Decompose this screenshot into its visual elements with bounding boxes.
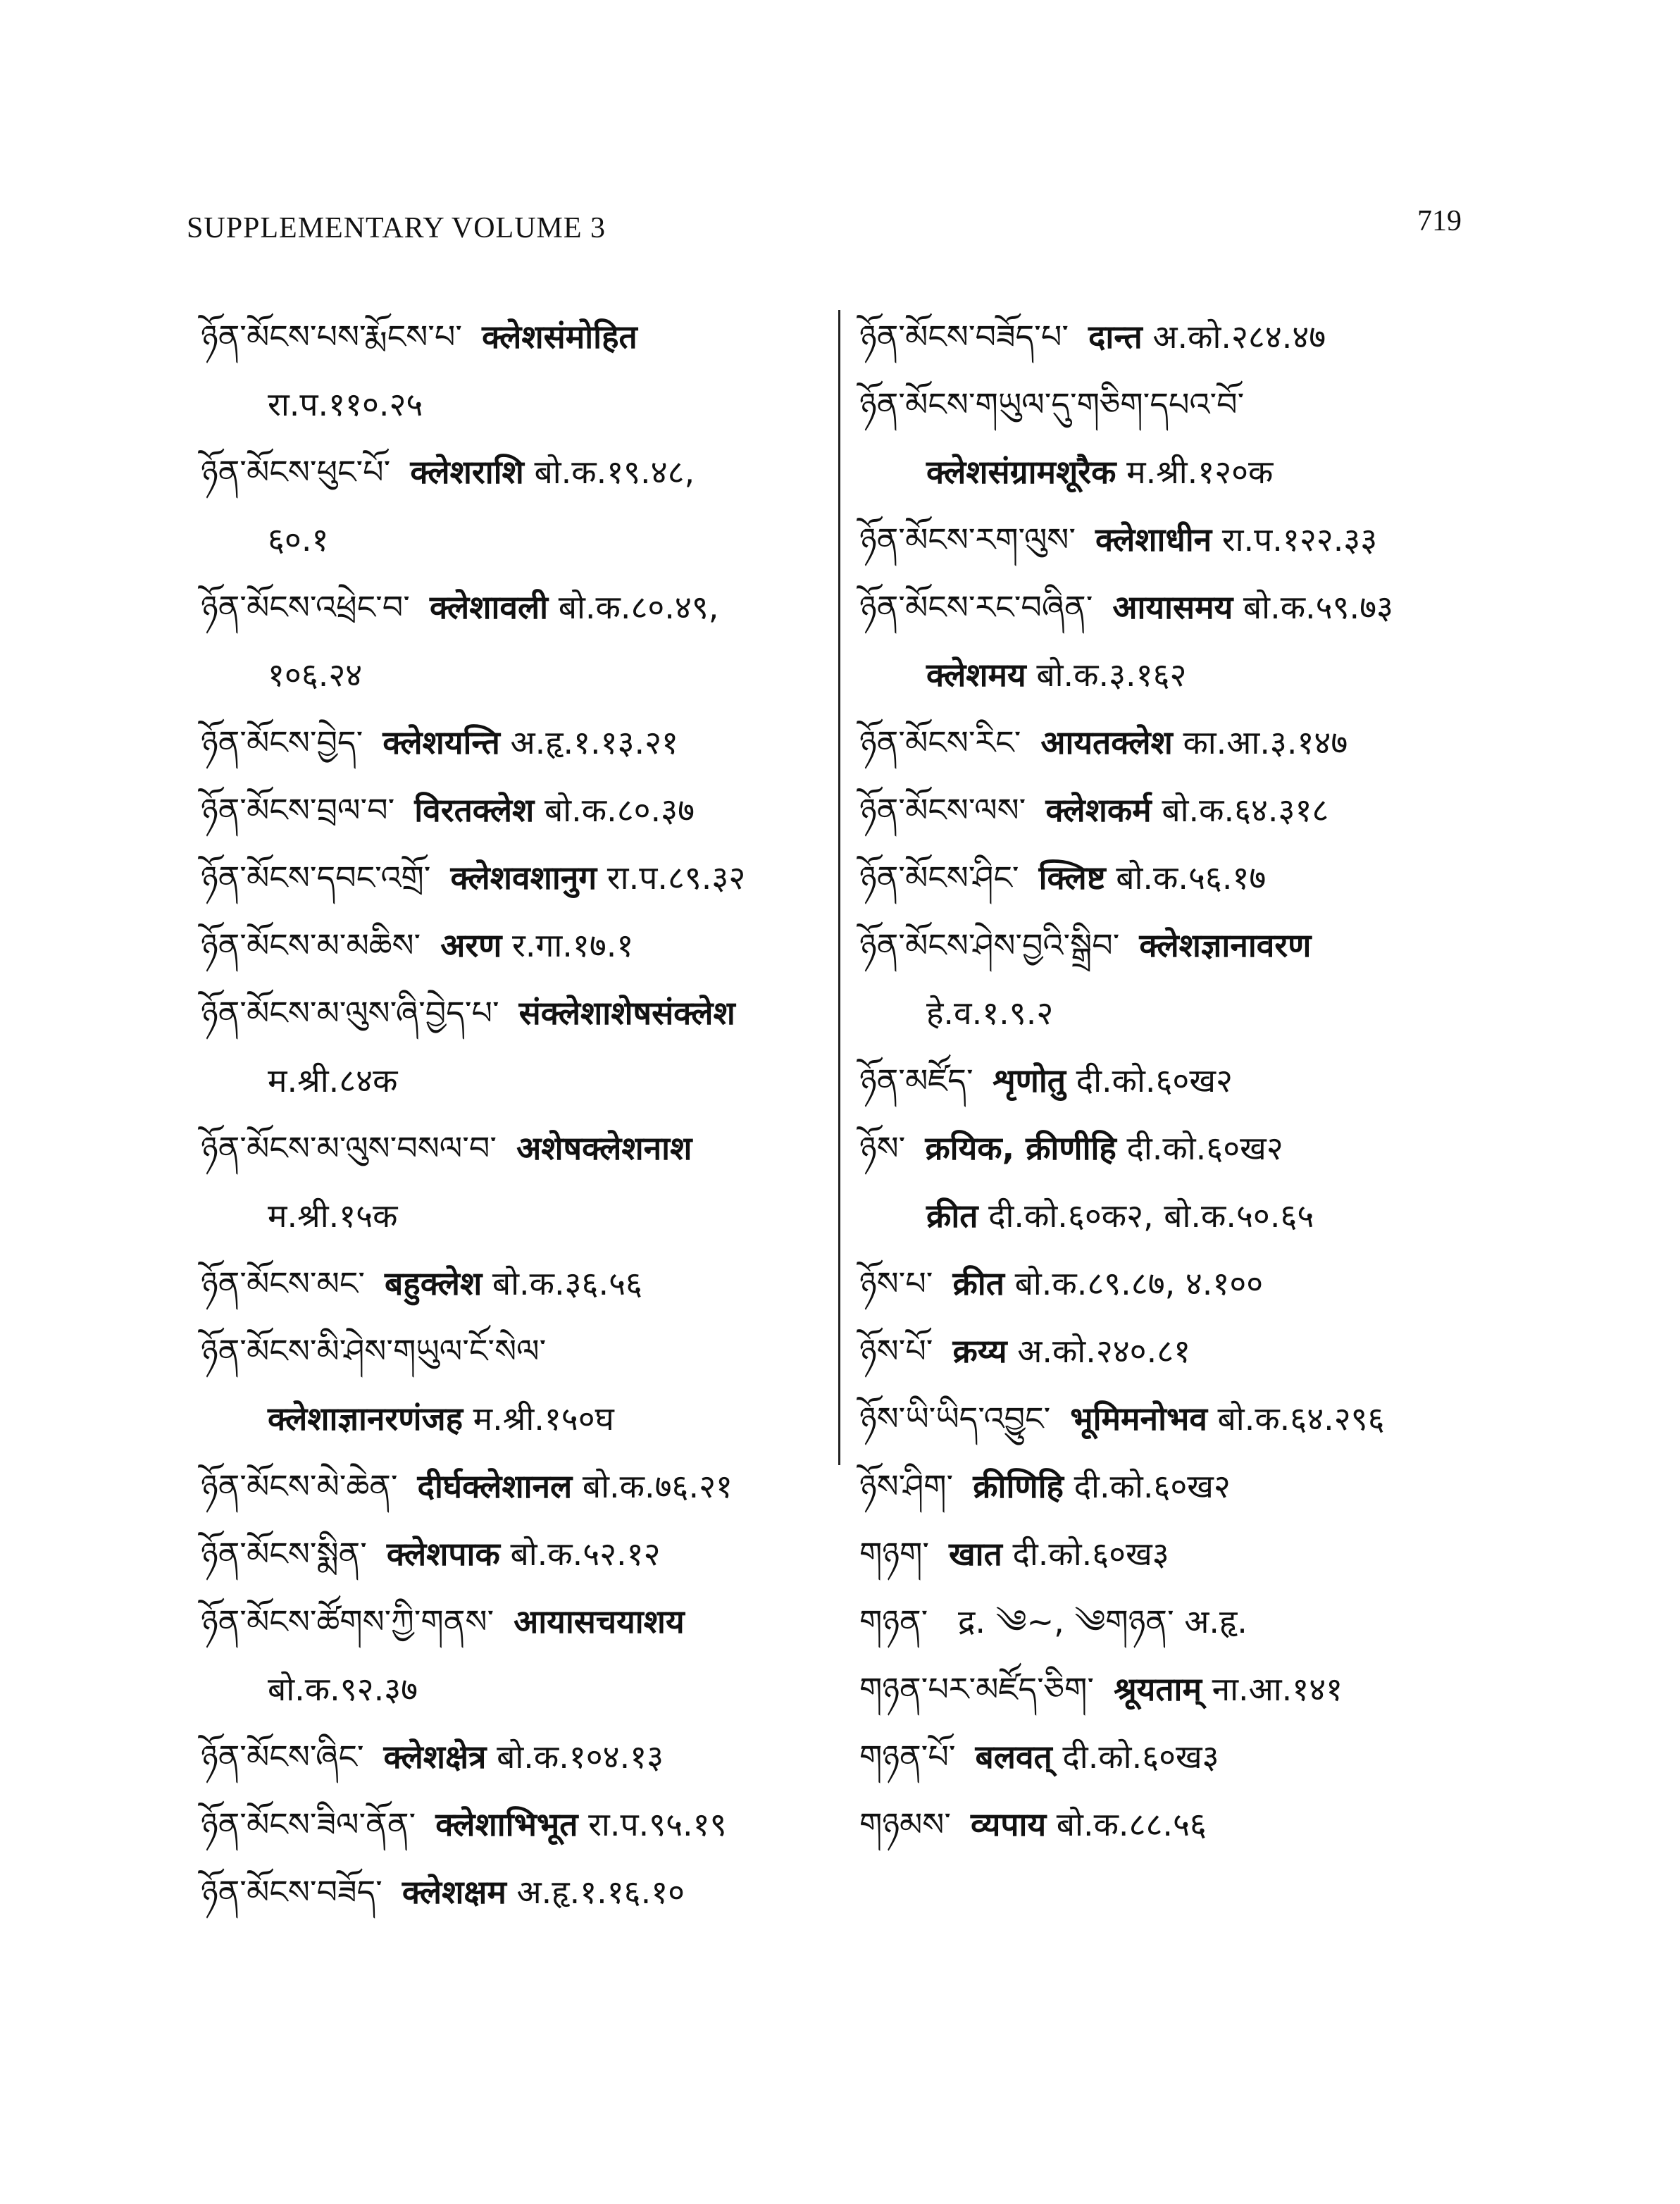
- source-reference: अ.को.२४०.८१: [1017, 1332, 1191, 1370]
- dictionary-entry: [859, 573, 1493, 709]
- dictionary-entry: [859, 303, 1493, 371]
- tibetan-headword: ཉོས་ཤིག་: [859, 1467, 954, 1505]
- dictionary-entry: [859, 911, 1493, 1047]
- tibetan-headword: ཉོན་མོངས་ཤེས་བྱའི་སྒྲིབ་: [859, 926, 1120, 964]
- dictionary-entry: [859, 1317, 1493, 1385]
- sanskrit-equivalent: अशेषक्लेशनाश: [516, 1129, 692, 1167]
- source-reference: दी.को.६०ख३: [1062, 1738, 1219, 1776]
- sanskrit-equivalent: क्लेशसंमोहित: [482, 318, 637, 356]
- sanskrit-equivalent: क्लेशकर्म: [1045, 791, 1152, 829]
- tibetan-headword: ཉོས་: [859, 1129, 906, 1167]
- dictionary-entry: [859, 844, 1493, 911]
- dictionary-entry: [201, 438, 821, 573]
- tibetan-headword: གཉན་པར་མཛོད་ཅིག་: [859, 1670, 1095, 1708]
- dictionary-entry: [859, 1385, 1493, 1452]
- dictionary-entry: [859, 1047, 1493, 1114]
- source-reference: दी.को.६०ख३: [1012, 1535, 1169, 1573]
- source-reference: बो.क.८०.४९,: [558, 588, 719, 626]
- tibetan-headword: ཉོན་མོངས་རང་བཞིན་: [859, 588, 1093, 626]
- sanskrit-equivalent: क्लेशज्ञानावरण: [1139, 926, 1312, 964]
- entry-continuation: [201, 641, 821, 709]
- source-reference: म.श्री.१५०घ: [473, 1400, 614, 1438]
- sanskrit-equivalent: संक्लेशाशेषसंक्लेश: [518, 994, 735, 1032]
- tibetan-headword: ཉོན་མོངས་ཕུང་པོ་: [201, 453, 391, 491]
- sanskrit-equivalent: क्लेशावली: [429, 588, 549, 626]
- tibetan-headword: ཉོན་མོངས་བཟོད་: [201, 1873, 382, 1911]
- tibetan-headword: ཉོན་མོངས་ཤིང་: [859, 859, 1019, 897]
- tibetan-headword: ཉོན་མོངས་དབང་འགྲོ་: [201, 859, 431, 897]
- tibetan-headword: ཉོས་པོ་: [859, 1332, 933, 1370]
- dictionary-entry: [201, 1452, 821, 1520]
- tibetan-headword: ཉོས་པ་: [859, 1264, 933, 1302]
- sanskrit-equivalent: बलवत्: [975, 1738, 1052, 1776]
- sanskrit-equivalent: क्लेशाभिभूत: [435, 1805, 578, 1843]
- source-reference: का.आ.३.१४७: [1183, 723, 1348, 761]
- dictionary-entry: [201, 1520, 821, 1588]
- tibetan-headword: ཉོན་མོངས་མ་ལུས་ཞི་བྱེད་པ་: [201, 994, 499, 1032]
- tibetan-headword: གཉག་: [859, 1535, 930, 1573]
- source-reference: १०६.२४: [268, 656, 363, 694]
- dictionary-entry: [859, 371, 1493, 506]
- tibetan-headword: ཉོན་མོངས་འཕྲེང་བ་: [201, 588, 410, 626]
- sanskrit-equivalent: क्लेशराशि: [410, 453, 524, 491]
- tibetan-headword: ཉོན་མོངས་ཟིལ་ནོན་: [201, 1805, 416, 1843]
- dictionary-entry: [201, 1588, 821, 1723]
- dictionary-entry: [201, 776, 821, 844]
- sanskrit-equivalent: क्लेशसंग्रामशूरैक: [926, 453, 1116, 491]
- tibetan-headword: ཉོན་མོངས་རག་ལུས་: [859, 521, 1076, 559]
- sanskrit-equivalent: क्लेशक्षेत्र: [383, 1738, 487, 1776]
- dictionary-entry: [859, 1250, 1493, 1317]
- sanskrit-equivalent: व्यपाय: [971, 1805, 1047, 1843]
- source-reference: हे.व.१.९.२: [926, 994, 1054, 1032]
- page-number: 719: [1417, 205, 1462, 237]
- source-reference: द्र. ༄~, ༄གཉན་ अ.हृ.: [957, 1602, 1247, 1640]
- tibetan-headword: ཉོན་མོངས་རིང་: [859, 723, 1021, 761]
- source-reference: रा.प.११०.२५: [268, 385, 423, 423]
- sanskrit-equivalent: क्लेशमय: [926, 656, 1026, 694]
- sanskrit-equivalent: क्रीत: [926, 1197, 978, 1235]
- tibetan-headword: ཉོན་མོངས་བྱེད་: [201, 723, 363, 761]
- sanskrit-equivalent: भूमिमनोभव: [1070, 1400, 1207, 1438]
- source-reference: बो.क.८०.३७: [544, 791, 695, 829]
- sanskrit-equivalent: बहुक्लेश: [385, 1264, 483, 1302]
- running-head: SUPPLEMENTARY VOLUME 3: [187, 212, 606, 244]
- right-column: [859, 303, 1493, 1858]
- tibetan-headword: ཉོན་མོངས་བྲལ་བ་: [201, 791, 395, 829]
- entry-continuation: [201, 506, 821, 573]
- tibetan-headword: ཉོན་མོངས་བཟོད་པ་: [859, 318, 1069, 356]
- dictionary-entry: [201, 709, 821, 776]
- sanskrit-equivalent: क्लेशाधीन: [1095, 521, 1212, 559]
- source-reference: बो.क.१०४.१३: [497, 1738, 664, 1776]
- dictionary-entry: [201, 844, 821, 911]
- source-reference: अ.हृ.१.१६.१०: [516, 1873, 685, 1911]
- dictionary-entry: [201, 303, 821, 438]
- entry-continuation: [201, 1182, 821, 1250]
- dictionary-entry: [201, 1791, 821, 1858]
- page-header: [187, 204, 1462, 254]
- left-column: [201, 303, 821, 1926]
- tibetan-headword: ཉོན་མོངས་ཞིང་: [201, 1738, 364, 1776]
- tibetan-headword: ཉོན་མོངས་གཡུལ་དུ་གཅིག་དཔའ་བོ་: [859, 385, 1245, 423]
- sanskrit-equivalent: अरण: [440, 926, 502, 964]
- source-reference: दी.को.६०ख२: [1126, 1129, 1283, 1167]
- entry-continuation: [859, 438, 1493, 506]
- source-reference: बो.क.६४.२९६: [1217, 1400, 1385, 1438]
- sanskrit-equivalent: क्लिष्ट: [1038, 859, 1106, 897]
- dictionary-entry: [201, 911, 821, 979]
- source-reference: अ.हृ.१.१३.२१: [510, 723, 678, 761]
- sanskrit-equivalent: क्लेशाज्ञानरणंजह: [268, 1400, 463, 1438]
- source-reference: दी.को.६०क२, बो.क.५०.६५: [988, 1197, 1314, 1235]
- sanskrit-equivalent: शृणोतु: [993, 1061, 1066, 1100]
- tibetan-headword: ཉོན་མོངས་མ་ལུས་བསལ་བ་: [201, 1129, 497, 1167]
- dictionary-entry: [859, 506, 1493, 573]
- tibetan-headword: ཉོན་མཛོད་: [859, 1061, 973, 1100]
- source-reference: बो.क.८८.५६: [1056, 1805, 1207, 1843]
- sanskrit-equivalent: आयासचयाशय: [514, 1602, 685, 1640]
- sanskrit-equivalent: क्रीत: [952, 1264, 1004, 1302]
- dictionary-entry: [859, 1588, 1493, 1655]
- tibetan-headword: ཉོན་མོངས་མང་: [201, 1264, 365, 1302]
- source-reference: ६०.१: [268, 521, 329, 559]
- dictionary-entry: [201, 1317, 821, 1452]
- sanskrit-equivalent: खात: [949, 1535, 1002, 1573]
- source-reference: बो.क.१९.४८,: [534, 453, 695, 491]
- source-reference: बो.क.५२.१२: [510, 1535, 661, 1573]
- sanskrit-equivalent: क्लेशवशानुग: [450, 859, 597, 897]
- source-reference: अ.को.२८४.४७: [1152, 318, 1326, 356]
- tibetan-headword: ཉོས་ཡི་ཡིད་འབྱུང་: [859, 1400, 1051, 1438]
- entry-continuation: [201, 1385, 821, 1452]
- tibetan-headword: ཉོན་མོངས་ཚོགས་ཀྱི་གནས་: [201, 1602, 494, 1640]
- sanskrit-equivalent: क्लेशयन्ति: [382, 723, 500, 761]
- source-reference: दी.को.६०ख२: [1074, 1467, 1231, 1505]
- entry-continuation: [201, 1047, 821, 1114]
- tibetan-headword: ཉོན་མོངས་པས་རྨོངས་པ་: [201, 318, 463, 356]
- source-reference: बो.क.५६.१७: [1116, 859, 1267, 897]
- entry-continuation: [201, 1655, 821, 1723]
- column-divider: [838, 310, 840, 1465]
- source-reference: बो.क.८९.८७, ४.१००: [1014, 1264, 1264, 1302]
- tibetan-headword: ཉོན་མོངས་ལས་: [859, 791, 1026, 829]
- dictionary-entry: [201, 979, 821, 1114]
- dictionary-entry: [201, 573, 821, 709]
- dictionary-entry: [859, 1114, 1493, 1250]
- source-reference: बो.क.९२.३७: [268, 1670, 418, 1708]
- dictionary-entry: [201, 1114, 821, 1250]
- source-reference: म.श्री.८४क: [268, 1061, 398, 1100]
- source-reference: रा.प.९५.१९: [588, 1805, 727, 1843]
- sanskrit-equivalent: आयतक्लेश: [1040, 723, 1173, 761]
- sanskrit-equivalent: आयासमय: [1112, 588, 1233, 626]
- source-reference: रा.प.१२२.३३: [1221, 521, 1378, 559]
- dictionary-entry: [859, 1452, 1493, 1520]
- tibetan-headword: ཉོན་མོངས་སྨིན་: [201, 1535, 367, 1573]
- tibetan-headword: ཉོན་མོངས་མི་ཤེས་གཡུལ་ངོ་སེལ་: [201, 1332, 547, 1370]
- dictionary-entry: [859, 709, 1493, 776]
- source-reference: बो.क.७६.२१: [582, 1467, 733, 1505]
- entry-continuation: [859, 979, 1493, 1047]
- dictionary-entry: [859, 776, 1493, 844]
- tibetan-headword: གཉམས་: [859, 1805, 951, 1843]
- source-reference: म.श्री.१५क: [268, 1197, 398, 1235]
- source-reference: म.श्री.१२०क: [1126, 453, 1274, 491]
- tibetan-headword: ཉོན་མོངས་མེ་ཆེན་: [201, 1467, 398, 1505]
- source-reference: बो.क.५९.७३: [1243, 588, 1393, 626]
- sanskrit-equivalent: विरतक्लेश: [414, 791, 535, 829]
- sanskrit-equivalent: क्लेशपाक: [386, 1535, 500, 1573]
- source-reference: दी.को.६०ख२: [1076, 1061, 1233, 1100]
- sanskrit-equivalent: क्लेशक्षम: [402, 1873, 506, 1911]
- source-reference: बो.क.३६.५६: [492, 1264, 642, 1302]
- entry-continuation: [859, 641, 1493, 709]
- sanskrit-equivalent: श्रूयताम्: [1114, 1670, 1202, 1708]
- entry-continuation: [859, 1182, 1493, 1250]
- dictionary-entry: [859, 1655, 1493, 1723]
- source-reference: र.गा.१७.१: [512, 926, 634, 964]
- dictionary-entry: [859, 1791, 1493, 1858]
- sanskrit-equivalent: क्रय्य: [952, 1332, 1007, 1370]
- source-reference: बो.क.६४.३१८: [1162, 791, 1329, 829]
- dictionary-entry: [201, 1723, 821, 1791]
- sanskrit-equivalent: दीर्घक्लेशानल: [417, 1467, 573, 1505]
- source-reference: रा.प.८९.३२: [606, 859, 746, 897]
- dictionary-entry: [859, 1723, 1493, 1791]
- source-reference: ना.आ.१४१: [1212, 1670, 1343, 1708]
- tibetan-headword: གཉན་: [859, 1602, 928, 1640]
- dictionary-entry: [859, 1520, 1493, 1588]
- sanskrit-equivalent: क्रयिक, क्रीणीहि: [925, 1129, 1116, 1167]
- sanskrit-equivalent: दान्त: [1088, 318, 1143, 356]
- source-reference: बो.क.३.१६२: [1036, 656, 1187, 694]
- entry-continuation: [201, 371, 821, 438]
- dictionary-entry: [201, 1858, 821, 1926]
- tibetan-headword: གཉན་པོ་: [859, 1738, 956, 1776]
- dictionary-entry: [201, 1250, 821, 1317]
- tibetan-headword: ཉོན་མོངས་མ་མཆིས་: [201, 926, 421, 964]
- sanskrit-equivalent: क्रीणिहि: [973, 1467, 1064, 1505]
